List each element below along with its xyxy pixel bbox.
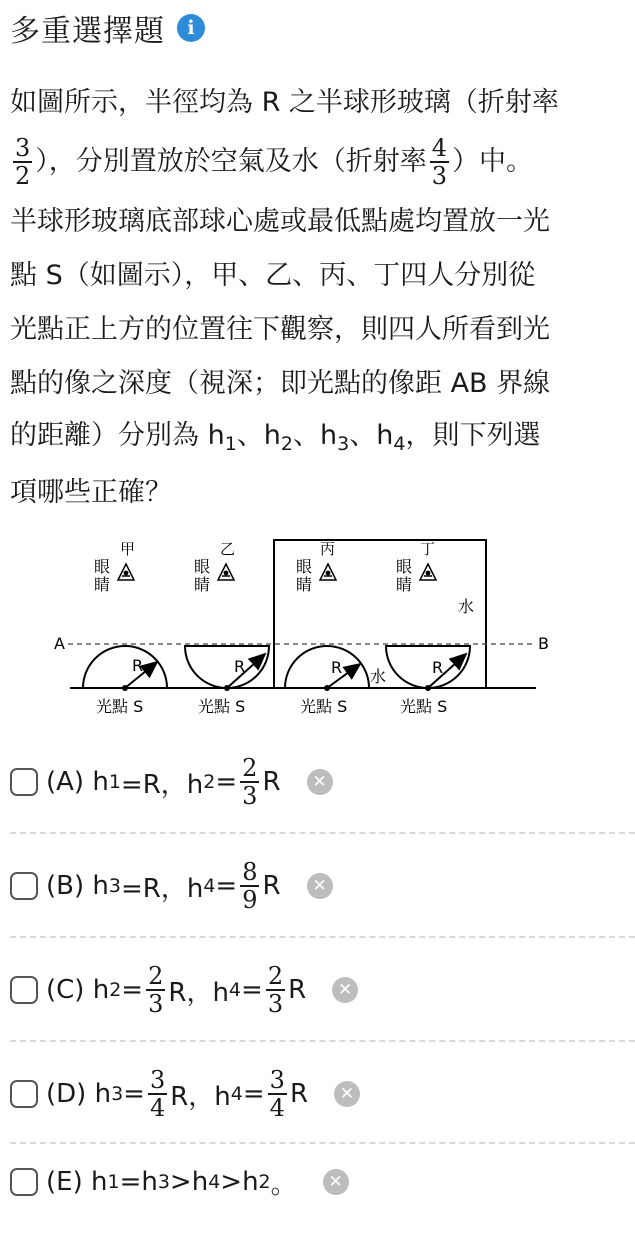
svg-text:睛: 睛: [396, 575, 413, 594]
option-b[interactable]: (B) h 3 =R，h 4 = $\frac{8}{9}$ R ✕: [0, 834, 635, 938]
question-line: $\frac{3}{2}$ ），分別置放於空氣及水（折射率 $\frac{4}{3}$ ）中。: [15, 134, 534, 190]
svg-text:水: 水: [370, 667, 387, 686]
checkbox[interactable]: [10, 976, 38, 1004]
svg-text:睛: 睛: [296, 575, 313, 594]
observer-1: [94, 540, 135, 594]
question-header: [10, 6, 205, 50]
diagram: [50, 532, 550, 722]
svg-text:乙: 乙: [220, 540, 236, 558]
svg-text:眼: 眼: [296, 557, 313, 576]
hemisphere-2: [185, 646, 269, 688]
svg-text:甲: 甲: [120, 540, 136, 558]
info-icon[interactable]: i: [177, 14, 205, 42]
refractive-index-glass: $\frac{3}{2}$: [15, 134, 31, 190]
question-line: 項哪些正確？: [10, 477, 172, 508]
clear-icon[interactable]: ✕: [307, 769, 333, 795]
hemisphere-4: [386, 646, 470, 688]
svg-text:R: R: [432, 658, 444, 677]
option-a[interactable]: (A) h 1 =R，h 2 = $\frac{2}{3}$ R ✕: [0, 730, 635, 834]
svg-text:R: R: [234, 657, 246, 676]
question-type-title: 多重選擇題: [10, 14, 165, 49]
svg-text:水: 水: [458, 597, 475, 616]
clear-icon[interactable]: ✕: [332, 977, 358, 1003]
question-line: 點的像之深度（視深；即光點的像距 AB 界線: [10, 368, 551, 399]
question-line: 點 S（如圖示），甲、乙、丙、丁四人分別從: [10, 260, 536, 291]
light-label-4: 光點 S: [400, 697, 448, 716]
svg-text:眼: 眼: [396, 557, 413, 576]
option-e[interactable]: (E) h 1 =h 3 >h 4 >h 2 。 ✕: [0, 1130, 635, 1234]
light-label-3: 光點 S: [300, 697, 348, 716]
observer-3: [296, 540, 336, 594]
option-c[interactable]: (C) h 2 = $\frac{2}{3}$ R，h 4 = $\frac{2}{3}$ R ✕: [0, 938, 635, 1042]
hemisphere-1: [83, 646, 167, 688]
checkbox[interactable]: [10, 1168, 38, 1196]
clear-icon[interactable]: ✕: [323, 1169, 349, 1195]
question-line: 半球形玻璃底部球心處或最低點處均置放一光: [10, 206, 550, 237]
question-line: 如圖所示，半徑均為 R 之半球形玻璃（折射率: [10, 87, 559, 118]
svg-text:丁: 丁: [420, 540, 436, 558]
label-a: A: [54, 634, 65, 653]
observer-2: [194, 540, 235, 594]
checkbox[interactable]: [10, 768, 38, 796]
checkbox[interactable]: [10, 1080, 38, 1108]
clear-icon[interactable]: ✕: [334, 1081, 360, 1107]
clear-icon[interactable]: ✕: [307, 873, 333, 899]
label-b: B: [538, 634, 549, 653]
option-d[interactable]: (D) h 3 = $\frac{3}{4}$ R，h 4 = $\frac{3}{4}$ R ✕: [0, 1042, 635, 1146]
observer-4: [396, 540, 436, 594]
svg-text:R: R: [331, 658, 343, 677]
light-label-1: 光點 S: [96, 697, 144, 716]
svg-text:眼: 眼: [94, 557, 111, 576]
refractive-index-water: $\frac{4}{3}$: [431, 134, 448, 190]
svg-text:睛: 睛: [194, 575, 211, 594]
checkbox[interactable]: [10, 872, 38, 900]
svg-text:睛: 睛: [94, 575, 111, 594]
svg-text:丙: 丙: [320, 540, 336, 558]
question-line: 的距離）分別為 $h_1$、$h_2$、$h_3$、$h_4$，則下列選: [10, 420, 541, 455]
svg-text:眼: 眼: [194, 557, 211, 576]
light-label-2: 光點 S: [198, 697, 246, 716]
question-line: 光點正上方的位置往下觀察，則四人所看到光: [10, 314, 550, 345]
svg-text:R: R: [132, 656, 144, 675]
